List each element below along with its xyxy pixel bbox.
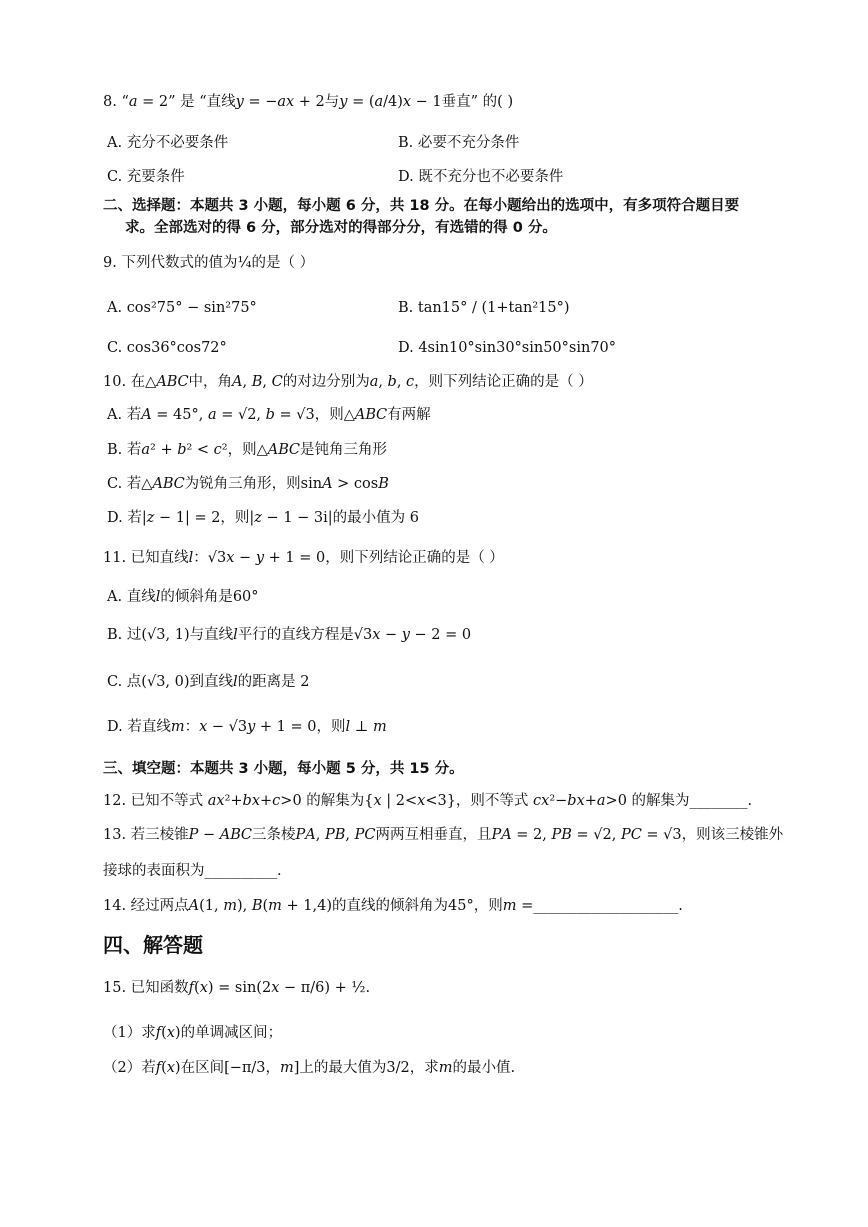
q9-stem: 9. 下列代数式的值为¼的是（ ） xyxy=(103,255,315,271)
q11-option-d: D. 若直线𝑚：𝑥 − √3𝑦 + 1 = 0，则𝑙 ⊥ 𝑚 xyxy=(107,719,387,735)
q13-line1: 13. 若三棱锥𝑃 − 𝐴𝐵𝐶三条棱𝑃𝐴, 𝑃𝐵, 𝑃𝐶两两互相垂直，且𝑃𝐴 = 2, 𝑃𝐵 = √2, 𝑃𝐶 = √3，则该三棱锥外 xyxy=(103,827,784,843)
q10-option-c: C. 若△𝐴𝐵𝐶为锐角三角形，则sin𝐴 > cos𝐵 xyxy=(107,476,389,492)
section2-heading-cont: 求。全部选对的得 6 分，部分选对的得部分分，有选错的得 0 分。 xyxy=(125,220,557,236)
q14-text: 14. 经过两点𝐴(1, 𝑚), 𝐵(𝑚 + 1,4)的直线的倾斜角为45°，则𝑚 =____________________. xyxy=(103,898,683,914)
q15-part-1: （1）求𝑓(𝑥)的单调减区间； xyxy=(103,1025,283,1041)
section4-heading: 四、解答题 xyxy=(103,933,203,957)
q9-option-a: A. cos²75° − sin²75° xyxy=(107,300,257,316)
q11-option-b: B. 过(√3, 1)与直线𝑙平行的直线方程是√3𝑥 − 𝑦 − 2 = 0 xyxy=(107,627,472,643)
q13-line2: 接球的表面积为__________. xyxy=(103,863,282,879)
q8-option-a: A. 充分不必要条件 xyxy=(107,135,229,151)
q15-part-2: （2）若𝑓(𝑥)在区间[−π/3，𝑚]上的最大值为3/2，求𝑚的最小值. xyxy=(103,1060,516,1076)
section3-heading: 三、填空题：本题共 3 小题，每小题 5 分，共 15 分。 xyxy=(103,761,464,777)
q9-option-b: B. tan15° / (1+tan²15°) xyxy=(398,300,570,316)
q11-option-c: C. 点(√3, 0)到直线𝑙的距离是 2 xyxy=(107,674,310,690)
q8-stem: 8. “𝑎 = 2” 是 “直线𝑦 = −𝑎𝑥 + 2与𝑦 = (𝑎/4)𝑥 − 1垂直” 的( ) xyxy=(103,94,514,110)
q11-stem: 11. 已知直线𝑙：√3𝑥 − 𝑦 + 1 = 0，则下列结论正确的是（ ） xyxy=(103,550,504,566)
q11-option-a: A. 直线𝑙的倾斜角是60° xyxy=(107,589,259,605)
q12-text: 12. 已知不等式 𝑎𝑥²+𝑏𝑥+𝑐>0 的解集为{𝑥 | 2<𝑥<3}，则不等式 𝑐𝑥²−𝑏𝑥+𝑎>0 的解集为________. xyxy=(103,793,753,809)
q9-option-c: C. cos36°cos72° xyxy=(107,340,227,356)
q8-option-c: C. 充要条件 xyxy=(107,169,185,185)
q15-stem: 15. 已知函数𝑓(𝑥) = sin(2𝑥 − π/6) + ½. xyxy=(103,980,371,996)
q10-option-d: D. 若|𝑧 − 1| = 2，则|𝑧 − 1 − 3i|的最小值为 6 xyxy=(107,510,419,526)
q9-option-d: D. 4sin10°sin30°sin50°sin70° xyxy=(398,340,617,356)
q8-option-b: B. 必要不充分条件 xyxy=(398,135,520,151)
q10-stem: 10. 在△𝐴𝐵𝐶中，角𝐴, 𝐵, 𝐶的对边分别为𝑎, 𝑏, 𝑐，则下列结论正确的是（ ） xyxy=(103,374,593,390)
q10-option-b: B. 若𝑎² + 𝑏² < 𝑐²，则△𝐴𝐵𝐶是钝角三角形 xyxy=(107,442,387,458)
q10-option-a: A. 若𝐴 = 45°, 𝑎 = √2, 𝑏 = √3，则△𝐴𝐵𝐶有两解 xyxy=(107,407,431,423)
q8-option-d: D. 既不充分也不必要条件 xyxy=(398,169,564,185)
section2-heading: 二、选择题：本题共 3 小题，每小题 6 分，共 18 分。在每小题给出的选项中，有多项符合题目要 xyxy=(103,198,740,214)
